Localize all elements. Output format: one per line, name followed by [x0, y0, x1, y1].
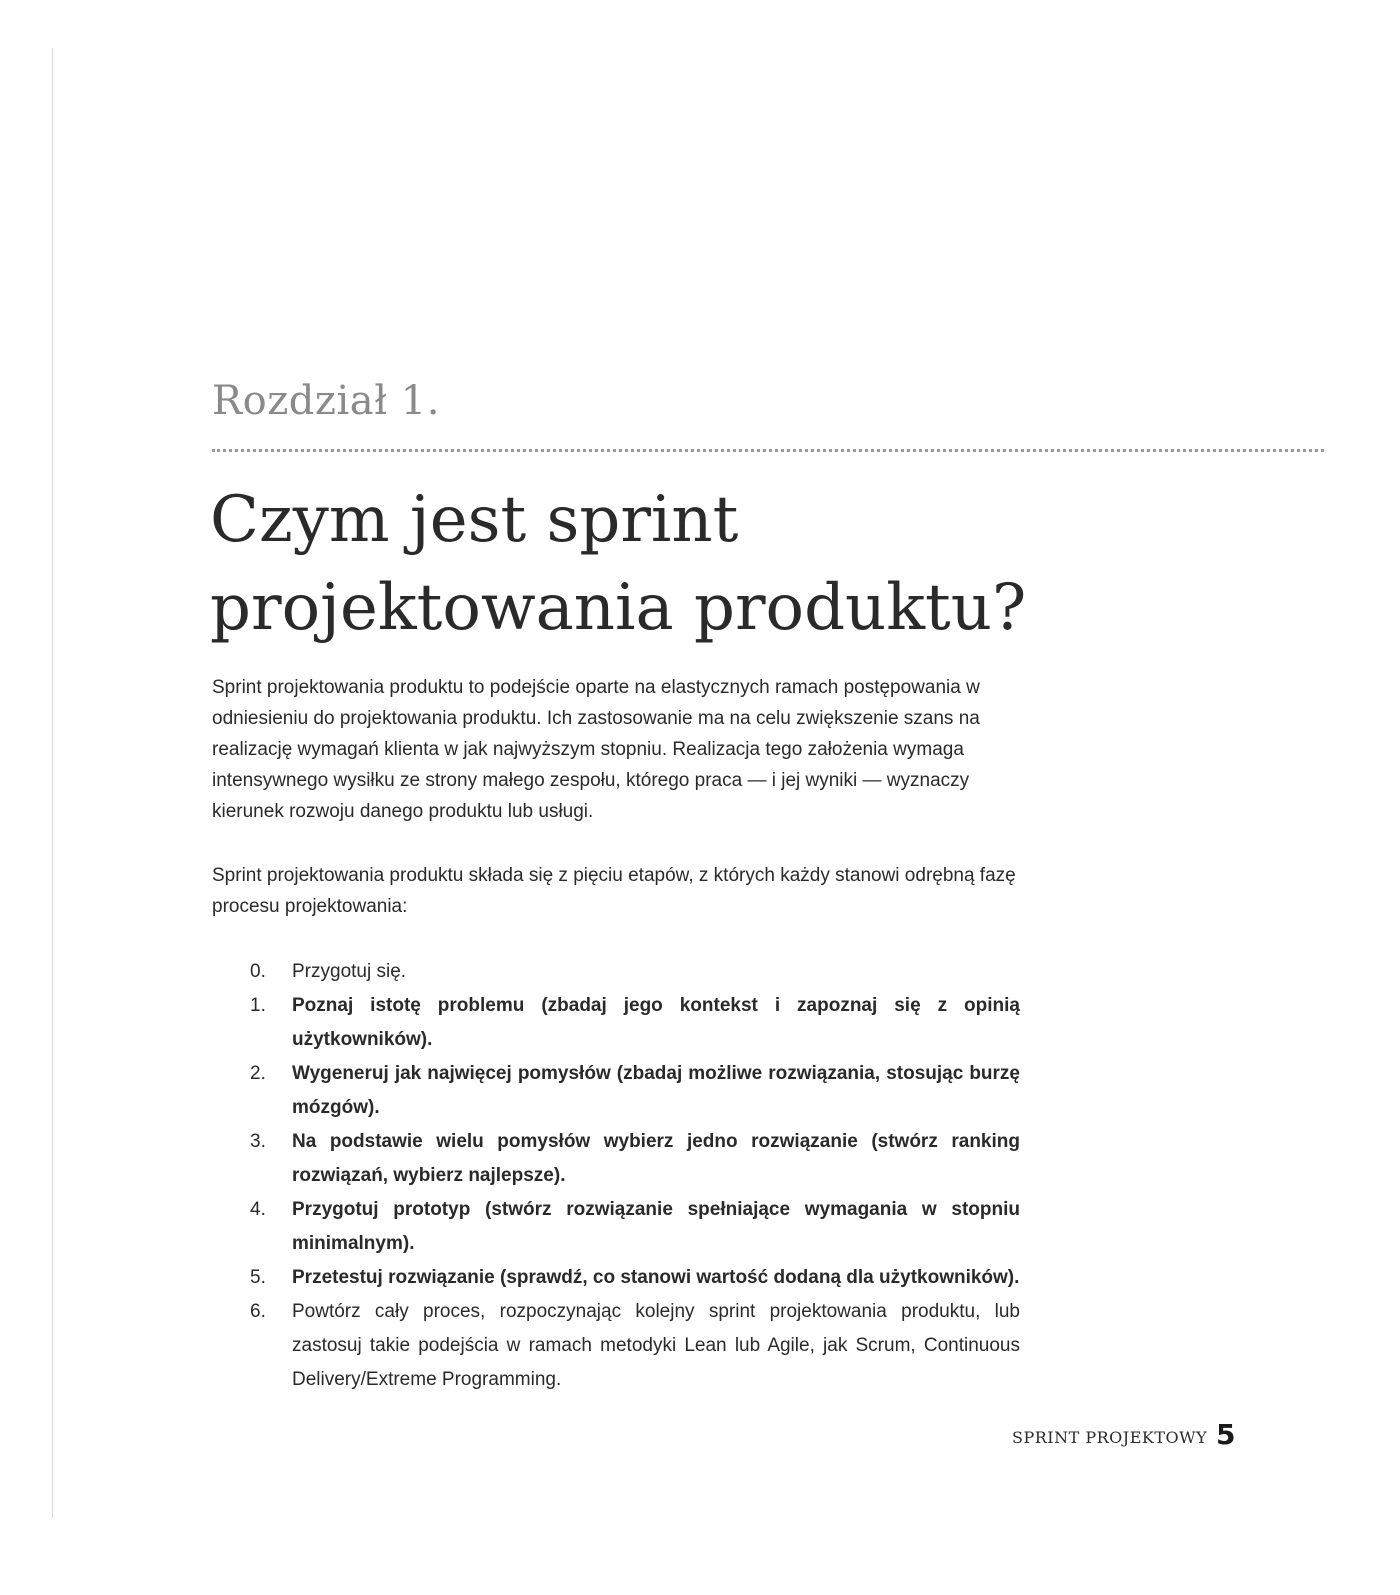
dotted-divider — [212, 449, 1324, 452]
step-text: Przygotuj się. — [292, 961, 407, 982]
list-item — [250, 989, 1020, 1057]
list-item — [250, 1295, 1020, 1397]
step-text: Powtórz cały proces, rozpoczynając kolejny sprint projektowania produktu, lub zastosuj takie podejścia w ramach metodyki Lean lub Agile, jak Scrum, Continuous Delivery/Extreme Programming. — [292, 1301, 1020, 1390]
step-number: 1. — [250, 995, 266, 1016]
chapter-label: Rozdział 1. — [212, 378, 440, 424]
page-gutter-line — [52, 48, 53, 1518]
step-text: Wygeneruj jak najwięcej pomysłów (zbadaj możliwe rozwiązania, stosując burzę mózgów). — [292, 1063, 1020, 1118]
chapter-title-line-1: Czym jest sprint — [210, 483, 739, 557]
step-text: Przygotuj prototyp (stwórz rozwiązanie spełniające wymagania w stopniu minimalnym). — [292, 1199, 1020, 1254]
step-text: Na podstawie wielu pomysłów wybierz jedno rozwiązanie (stwórz ranking rozwiązań, wybierz najlepsze). — [292, 1131, 1020, 1186]
list-item — [250, 955, 1020, 989]
list-item — [250, 1125, 1020, 1193]
stages-paragraph: Sprint projektowania produktu składa się z pięciu etapów, z których każdy stanowi odrębną fazę procesu projektowania: — [212, 865, 1016, 917]
sprint-steps-list — [250, 955, 1020, 1397]
list-item — [250, 1261, 1020, 1295]
step-number: 2. — [250, 1063, 266, 1084]
step-number: 6. — [250, 1301, 266, 1322]
list-item — [250, 1193, 1020, 1261]
chapter-title — [210, 476, 1110, 652]
step-text: Poznaj istotę problemu (zbadaj jego kontekst i zapoznaj się z opinią użytkowników). — [292, 995, 1020, 1050]
step-number: 0. — [250, 961, 266, 982]
chapter-title-line-2: projektowania produktu? — [210, 571, 1027, 645]
running-head: SPRINT PROJEKTOWY — [1012, 1428, 1208, 1447]
list-item — [250, 1057, 1020, 1125]
page-number: 5 — [1216, 1418, 1236, 1451]
step-number: 3. — [250, 1131, 266, 1152]
intro-paragraph: Sprint projektowania produktu to podejście oparte na elastycznych ramach postępowania w odniesieniu do projektowania produktu. Ich zastosowanie ma na celu zwiększenie szans na realizację wymagań klienta w jak najwyższym stopniu. Realizacja tego założenia wymaga intensywnego wysiłku ze strony małego zespołu, którego praca — i jej wyniki — wyznaczy kierunek rozwoju danego produktu lub usługi. — [212, 677, 980, 822]
step-number: 4. — [250, 1199, 266, 1220]
step-number: 5. — [250, 1267, 266, 1288]
step-text: Przetestuj rozwiązanie (sprawdź, co stanowi wartość dodaną dla użytkowników). — [292, 1267, 1020, 1288]
